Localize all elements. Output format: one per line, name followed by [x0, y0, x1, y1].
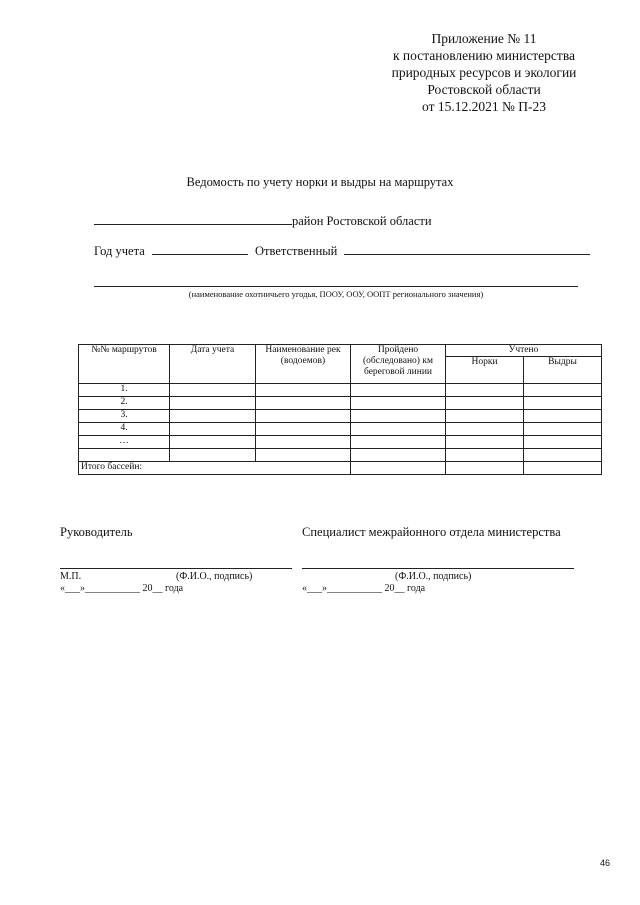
- table-row: [79, 436, 602, 449]
- table-row: [79, 449, 602, 462]
- annex-line-3: природных ресурсов и экологии: [391, 65, 577, 80]
- route-number: 4.: [79, 423, 170, 436]
- stamp-mark: М.П.: [60, 571, 82, 582]
- header-rivers: Наименование рек (водоемов): [256, 345, 351, 384]
- district-row: [94, 212, 432, 229]
- table-row: [79, 410, 602, 423]
- specialist-label: Специалист межрайонного отдела министерства: [302, 525, 561, 539]
- document-title: Ведомость по учету норки и выдры на маршрутах: [186, 175, 454, 189]
- header-counted: Учтено: [446, 345, 602, 357]
- header-mink: Норки: [446, 357, 524, 384]
- district-label: район Ростовской области: [292, 214, 432, 228]
- specialist-signature-line[interactable]: [302, 568, 574, 569]
- header-km: Пройдено (обследовано) км береговой линии: [351, 345, 446, 384]
- table-row: [79, 423, 602, 436]
- route-number: 1.: [79, 384, 170, 397]
- count-table: [78, 344, 602, 475]
- route-number: …: [79, 436, 170, 449]
- header-otter: Выдры: [524, 357, 602, 384]
- table-row: [79, 397, 602, 410]
- annex-line-2: к постановлению министерства: [392, 48, 576, 63]
- page-number: 46: [599, 858, 610, 868]
- header-routes: №№ маршрутов: [79, 345, 170, 384]
- year-label: Год учета: [94, 244, 145, 258]
- total-label: Итого бассейн:: [79, 462, 351, 475]
- year-responsible-row: [94, 242, 590, 259]
- header-date: Дата учета: [170, 345, 256, 384]
- head-date: «___»___________ 20__ года: [60, 583, 184, 594]
- responsible-blank[interactable]: [344, 242, 590, 255]
- head-signature-line[interactable]: [60, 568, 292, 569]
- annex-block: [364, 30, 604, 115]
- head-label: Руководитель: [60, 525, 133, 539]
- total-row: [79, 462, 602, 475]
- route-number: 2.: [79, 397, 170, 410]
- year-blank[interactable]: [152, 242, 248, 255]
- hunting-ground-caption: (наименование охотничьего угодья, ПООУ, ООУ, ООПТ регионального значения): [94, 286, 578, 299]
- annex-number: Приложение № 11: [431, 31, 537, 46]
- responsible-label: Ответственный: [255, 244, 338, 258]
- head-fio-caption: (Ф.И.О., подпись): [176, 571, 253, 582]
- table-row: [79, 384, 602, 397]
- route-number: 3.: [79, 410, 170, 423]
- route-number: [79, 449, 170, 462]
- district-blank[interactable]: [94, 212, 292, 225]
- specialist-date: «___»___________ 20__ года: [302, 583, 426, 594]
- annex-line-4: Ростовской области: [427, 82, 541, 97]
- specialist-fio-caption: (Ф.И.О., подпись): [395, 571, 472, 582]
- annex-date: от 15.12.2021 № П-23: [422, 99, 546, 114]
